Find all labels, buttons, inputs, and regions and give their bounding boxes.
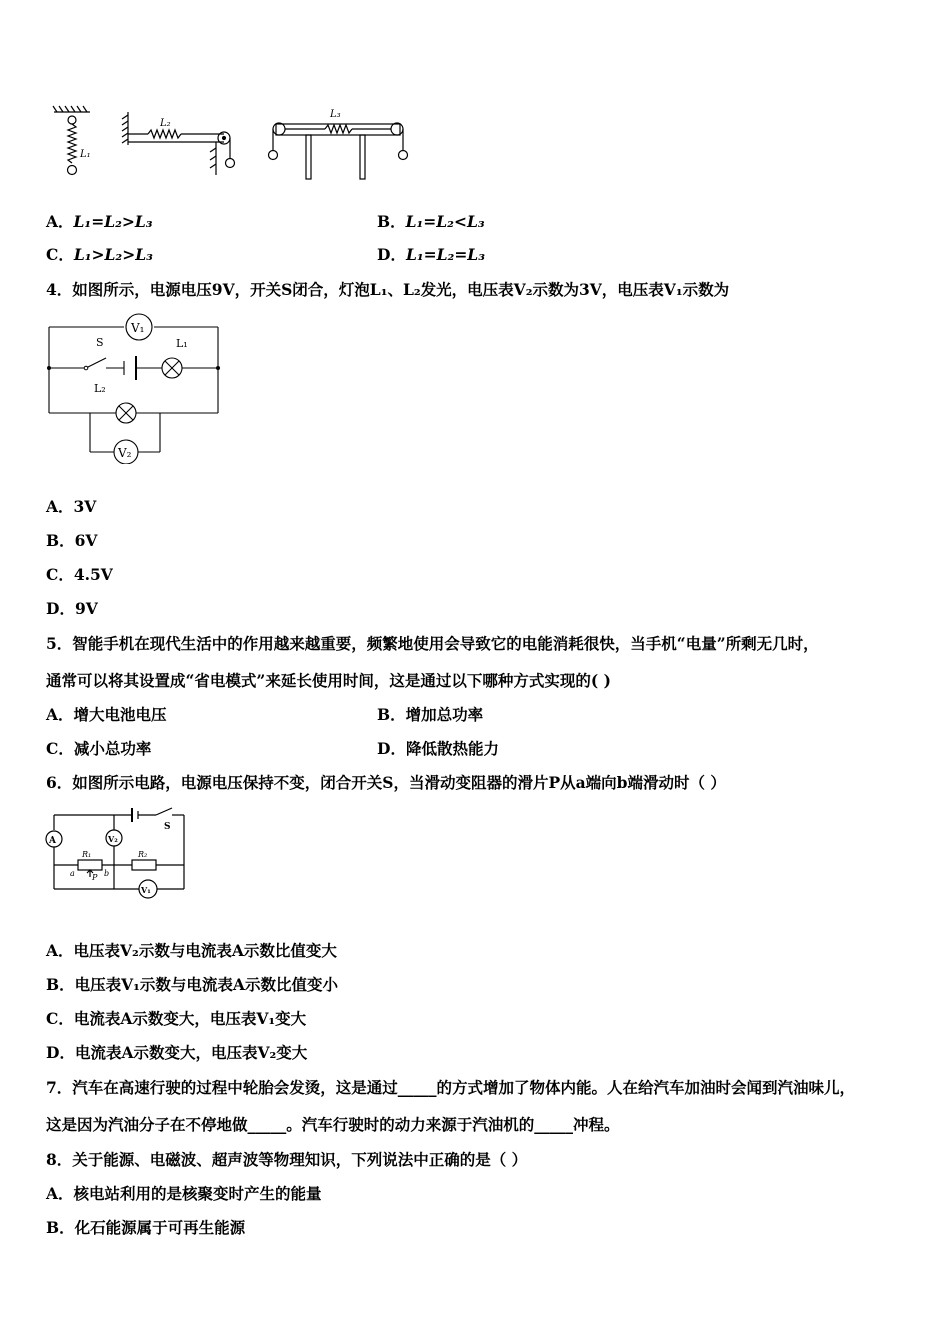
q3-option-d[interactable]: D．L₁=L₂=L₃ bbox=[377, 245, 485, 264]
q4-option-c[interactable]: C．4.5V bbox=[46, 565, 113, 584]
q6-option-c[interactable]: C．电流表A示数变大，电压表V₁变大 bbox=[46, 1009, 307, 1028]
label-r2: R₂ bbox=[138, 850, 148, 859]
q5-option-a[interactable]: A．增大电池电压 bbox=[46, 705, 167, 724]
q5-stem-line2: 通常可以将其设置成“省电模式”来延长使用时间，这是通过以下哪种方式实现的( ) bbox=[46, 671, 611, 690]
q4-circuit-diagram bbox=[44, 312, 226, 464]
label-end-b: b bbox=[104, 869, 110, 878]
label-l1: L₁ bbox=[80, 149, 91, 160]
label-r1: R₁ bbox=[82, 850, 92, 859]
label-end-a: a bbox=[70, 869, 75, 878]
q8-option-b[interactable]: B．化石能源属于可再生能源 bbox=[46, 1218, 246, 1237]
label-v2: V₂ bbox=[118, 446, 132, 460]
q8-stem: 8．关于能源、电磁波、超声波等物理知识，下列说法中正确的是（ ） bbox=[46, 1150, 528, 1169]
label-l3: L₃ bbox=[330, 109, 341, 120]
label-l2: L₂ bbox=[160, 118, 171, 129]
q7-line1: 7．汽车在高速行驶的过程中轮胎会发烫，这是通过_____的方式增加了物体内能。人在给汽车加油时会闻到汽油味儿， bbox=[46, 1078, 856, 1097]
q5-stem-line1: 5．智能手机在现代生活中的作用越来越重要，频繁地使用会导致它的电能消耗很快，当手机“电量”所剩无几时， bbox=[46, 634, 819, 653]
label-v2: V₂ bbox=[108, 834, 118, 844]
label-slider-p: P bbox=[92, 873, 98, 882]
q4-option-b[interactable]: B．6V bbox=[46, 531, 98, 550]
q5-option-b[interactable]: B．增加总功率 bbox=[377, 705, 484, 724]
spring-figures bbox=[48, 100, 418, 185]
q4-option-a[interactable]: A．3V bbox=[46, 497, 97, 516]
spring-setup-1 bbox=[53, 106, 90, 175]
q5-option-d[interactable]: D．降低散热能力 bbox=[377, 739, 499, 758]
q8-option-a[interactable]: A．核电站利用的是核聚变时产生的能量 bbox=[46, 1184, 322, 1203]
q3-option-b[interactable]: B．L₁=L₂<L₃ bbox=[377, 212, 485, 231]
label-v1: V₁ bbox=[131, 321, 145, 335]
q4-option-d[interactable]: D．9V bbox=[46, 599, 98, 618]
q6-option-d[interactable]: D．电流表A示数变大，电压表V₂变大 bbox=[46, 1043, 308, 1062]
q6-stem: 6．如图所示电路，电源电压保持不变，闭合开关S，当滑动变阻器的滑片P从a端向b端滑动时（ ） bbox=[46, 773, 726, 792]
q4-stem: 4．如图所示，电源电压9V，开关S闭合，灯泡L₁、L₂发光，电压表V₂示数为3V，电压表V₁示数为 bbox=[46, 280, 730, 299]
q6-circuit-diagram bbox=[44, 805, 190, 905]
spring-setup-3 bbox=[269, 123, 408, 179]
label-switch-s: S bbox=[164, 822, 171, 832]
q6-option-b[interactable]: B．电压表V₁示数与电流表A示数比值变小 bbox=[46, 975, 338, 994]
label-l2: L₂ bbox=[94, 382, 106, 395]
q6-option-a[interactable]: A．电压表V₂示数与电流表A示数比值变大 bbox=[46, 941, 337, 960]
label-switch-s: S bbox=[96, 336, 104, 349]
q5-option-c[interactable]: C．减小总功率 bbox=[46, 739, 152, 758]
label-ammeter-a: A bbox=[49, 836, 56, 846]
label-l1: L₁ bbox=[176, 337, 188, 350]
spring-setup-2 bbox=[122, 112, 235, 175]
q7-line2: 这是因为汽油分子在不停地做_____。汽车行驶时的动力来源于汽油机的_____冲程。 bbox=[46, 1115, 620, 1134]
q3-option-c[interactable]: C．L₁>L₂>L₃ bbox=[46, 245, 153, 264]
q3-option-a[interactable]: A．L₁=L₂>L₃ bbox=[46, 212, 153, 231]
label-v1: V₁ bbox=[141, 885, 151, 895]
